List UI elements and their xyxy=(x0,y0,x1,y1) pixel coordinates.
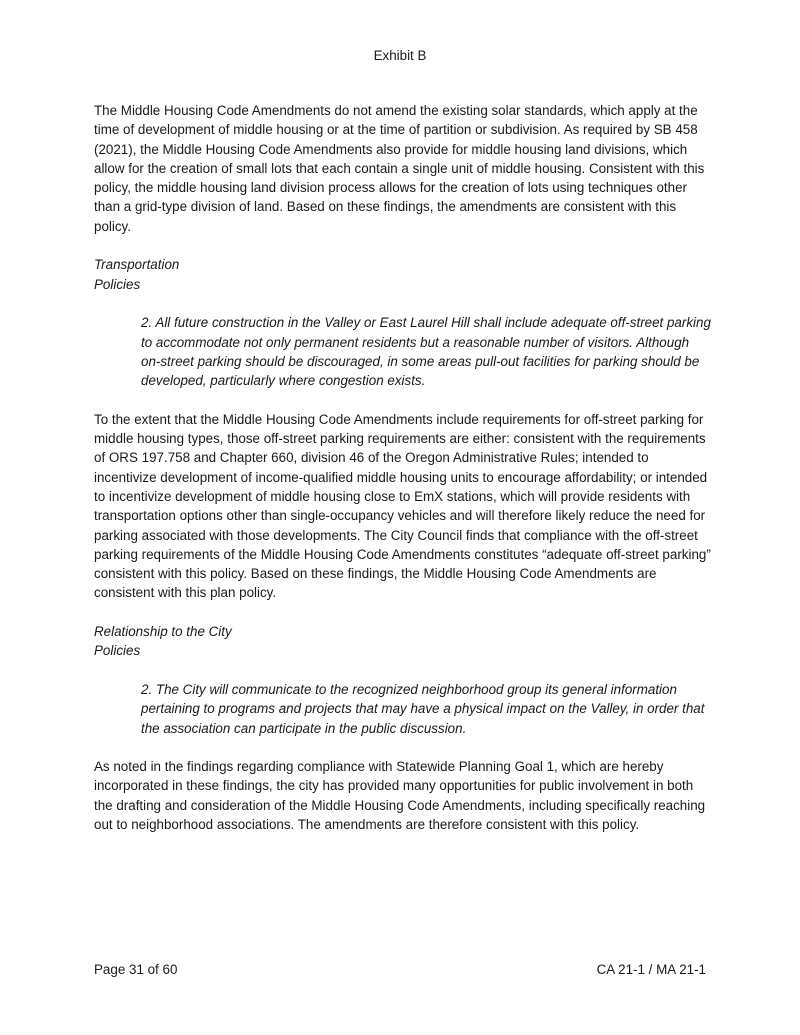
section-subtitle: Policies xyxy=(94,276,141,292)
transportation-finding-paragraph: To the extent that the Middle Housing Code Amendments include requirements for off-street parking for middle housing types, those off-street parking requirements are either: consistent with the requirements of ORS 197.758 and Chapter 660, division 46 of the Oregon Administrative Rules; intended to incentivize development of income-qualified middle housing units to encourage affordability; or intended to incentivize development of middle housing close to EmX stations, which will provide residents with transportation options other than single-occupancy vehicles and will therefore likely reduce the need for parking associated with those developments. The City Council finds that compliance with the off-street parking requirements of the Middle Housing Code Amendments constitutes “adequate off-street parking” consistent with this policy. Based on these findings, the Middle Housing Code Amendments are consistent with this plan policy. xyxy=(94,411,711,601)
section-subtitle: Policies xyxy=(94,643,141,659)
page-footer xyxy=(94,962,706,977)
section-title: Relationship to the City xyxy=(94,624,232,640)
transportation-policy-quote: 2. All future construction in the Valley or East Laurel Hill shall include adequate off-street parking to accommodate not only permanent residents but a reasonable number of visitors. Although on-street parking should be discouraged, in some areas pull-out facilities for parking should be developed, particularly where congestion exists. xyxy=(141,315,711,389)
case-number: CA 21-1 / MA 21-1 xyxy=(596,962,706,977)
section-title: Transportation xyxy=(94,257,180,273)
document-body xyxy=(94,101,712,854)
relationship-policy-quote: 2. The City will communicate to the recognized neighborhood group its general information pertaining to programs and projects that may have a physical impact on the Valley, in order that the association can participate in the public discussion. xyxy=(141,681,705,736)
relationship-heading xyxy=(94,622,712,661)
page-header: Exhibit B xyxy=(373,48,427,63)
relationship-finding-paragraph: As noted in the findings regarding compliance with Statewide Planning Goal 1, which are hereby incorporated in these findings, the city has provided many opportunities for public involvement in both the drafting and consideration of the Middle Housing Code Amendments, including specifically reaching out to neighborhood associations. The amendments are therefore consistent with this policy. xyxy=(94,759,706,832)
transportation-heading xyxy=(94,255,712,294)
page-number: Page 31 of 60 xyxy=(94,962,178,977)
intro-paragraph: The Middle Housing Code Amendments do not amend the existing solar standards, which apply at the time of development of middle housing or at the time of partition or subdivision. As required by SB 458 (2021), the Middle Housing Code Amendments also provide for middle housing land divisions, which allow for the creation of small lots that each contain a single unit of middle housing. Consistent with this policy, the middle housing land division process allows for the creation of lots using techniques other than a grid-type division of land. Based on these findings, the amendments are consistent with this policy. xyxy=(94,103,705,234)
